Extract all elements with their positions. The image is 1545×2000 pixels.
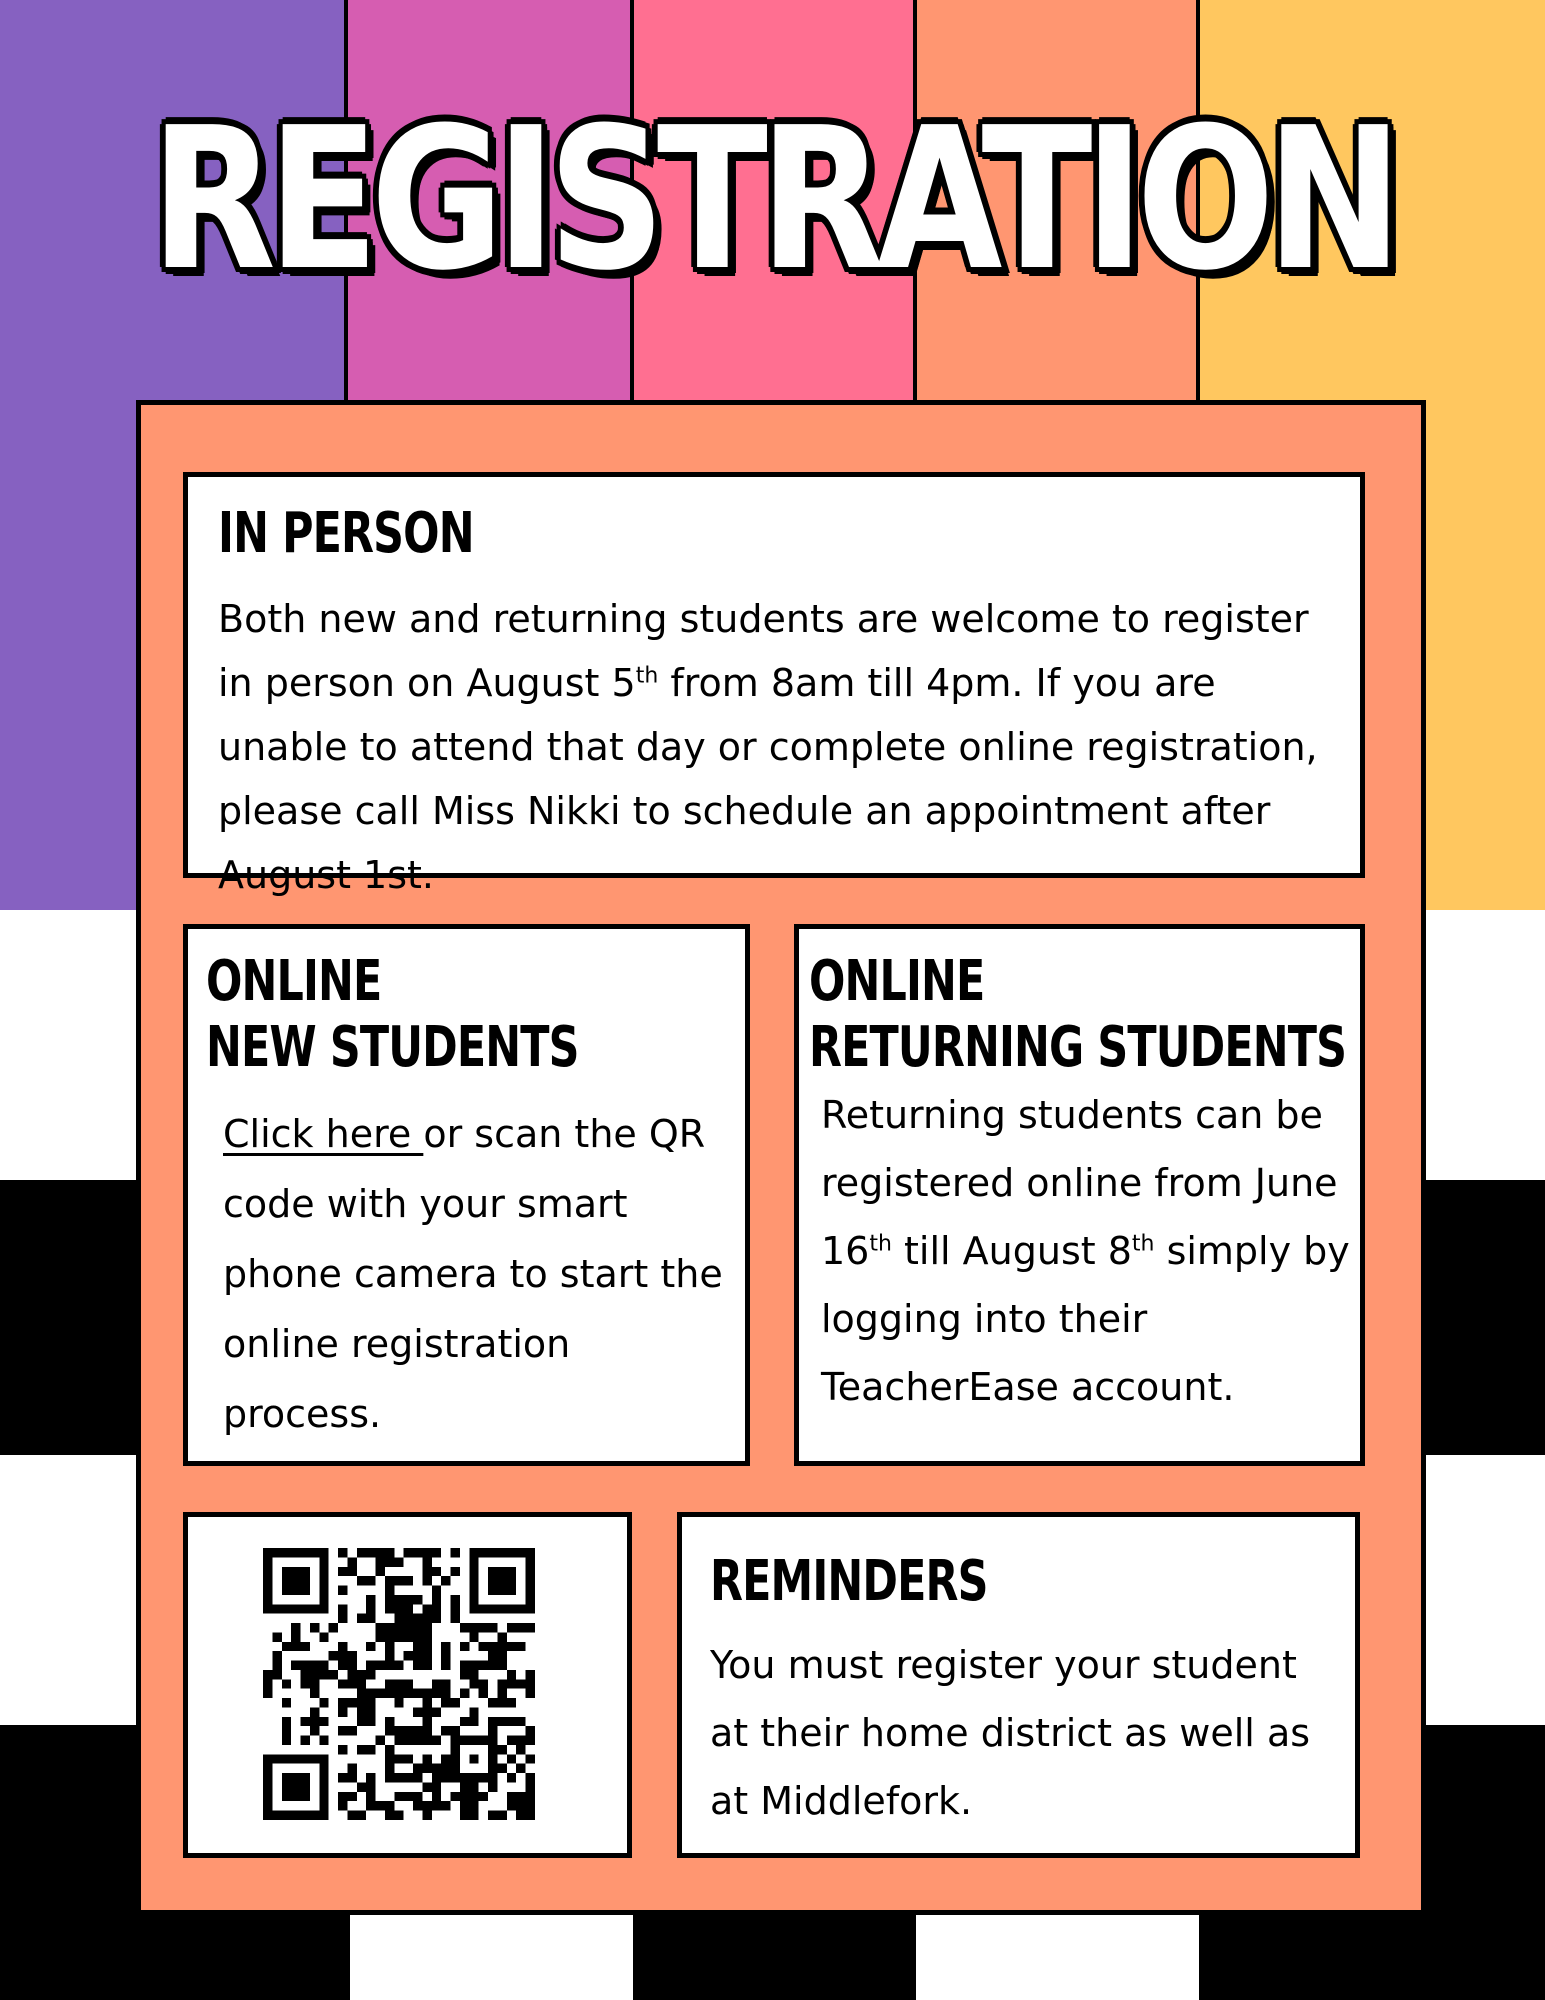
checker-tile [0,1912,350,2000]
checker-tile [0,1455,140,1725]
checker-tile [0,1180,140,1455]
online-new-text: Click here or scan the QR code with your smart phone camera to start the online registration process. [223,1112,723,1436]
page-title: REGISTRATION [150,86,1395,314]
online-returning-text: Returning students can be registered online from June 16th till August 8th simply by logging into their TeacherEase account. [821,1093,1350,1409]
qr-code-icon[interactable] [263,1548,535,1820]
checker-tile [350,1912,633,2000]
online-returning-heading: ONLINE RETURNING STUDENTS [809,949,1347,1080]
reminders-text: You must register your student at their home district as well as at Middlefork. [710,1643,1311,1823]
checker-tile [916,1912,1199,2000]
in-person-text: Both new and returning students are welcome to register in person on August 5th from 8am till 4pm. If you are unable to attend that day or complete online registration, please call Miss Nikki to schedule an appointment after August 1st. [218,597,1318,897]
in-person-card [183,472,1365,897]
qr-code-graphic [263,1548,535,1820]
checker-tile [1424,910,1545,1180]
online-returning-students-card [794,924,1365,1466]
checker-tile [633,1912,916,2000]
checker-tile [1199,1912,1545,2000]
reminders-card [677,1512,1360,1858]
checker-tile [1424,1455,1545,1725]
checker-tile [1424,1180,1545,1455]
reminders-heading: REMINDERS [710,1549,988,1614]
checker-tile [0,910,140,1180]
registration-link[interactable]: Click here [223,1112,424,1156]
online-new-heading: ONLINE NEW STUDENTS [206,949,579,1080]
in-person-heading: IN PERSON [218,501,474,566]
online-new-students-card [183,924,750,1466]
